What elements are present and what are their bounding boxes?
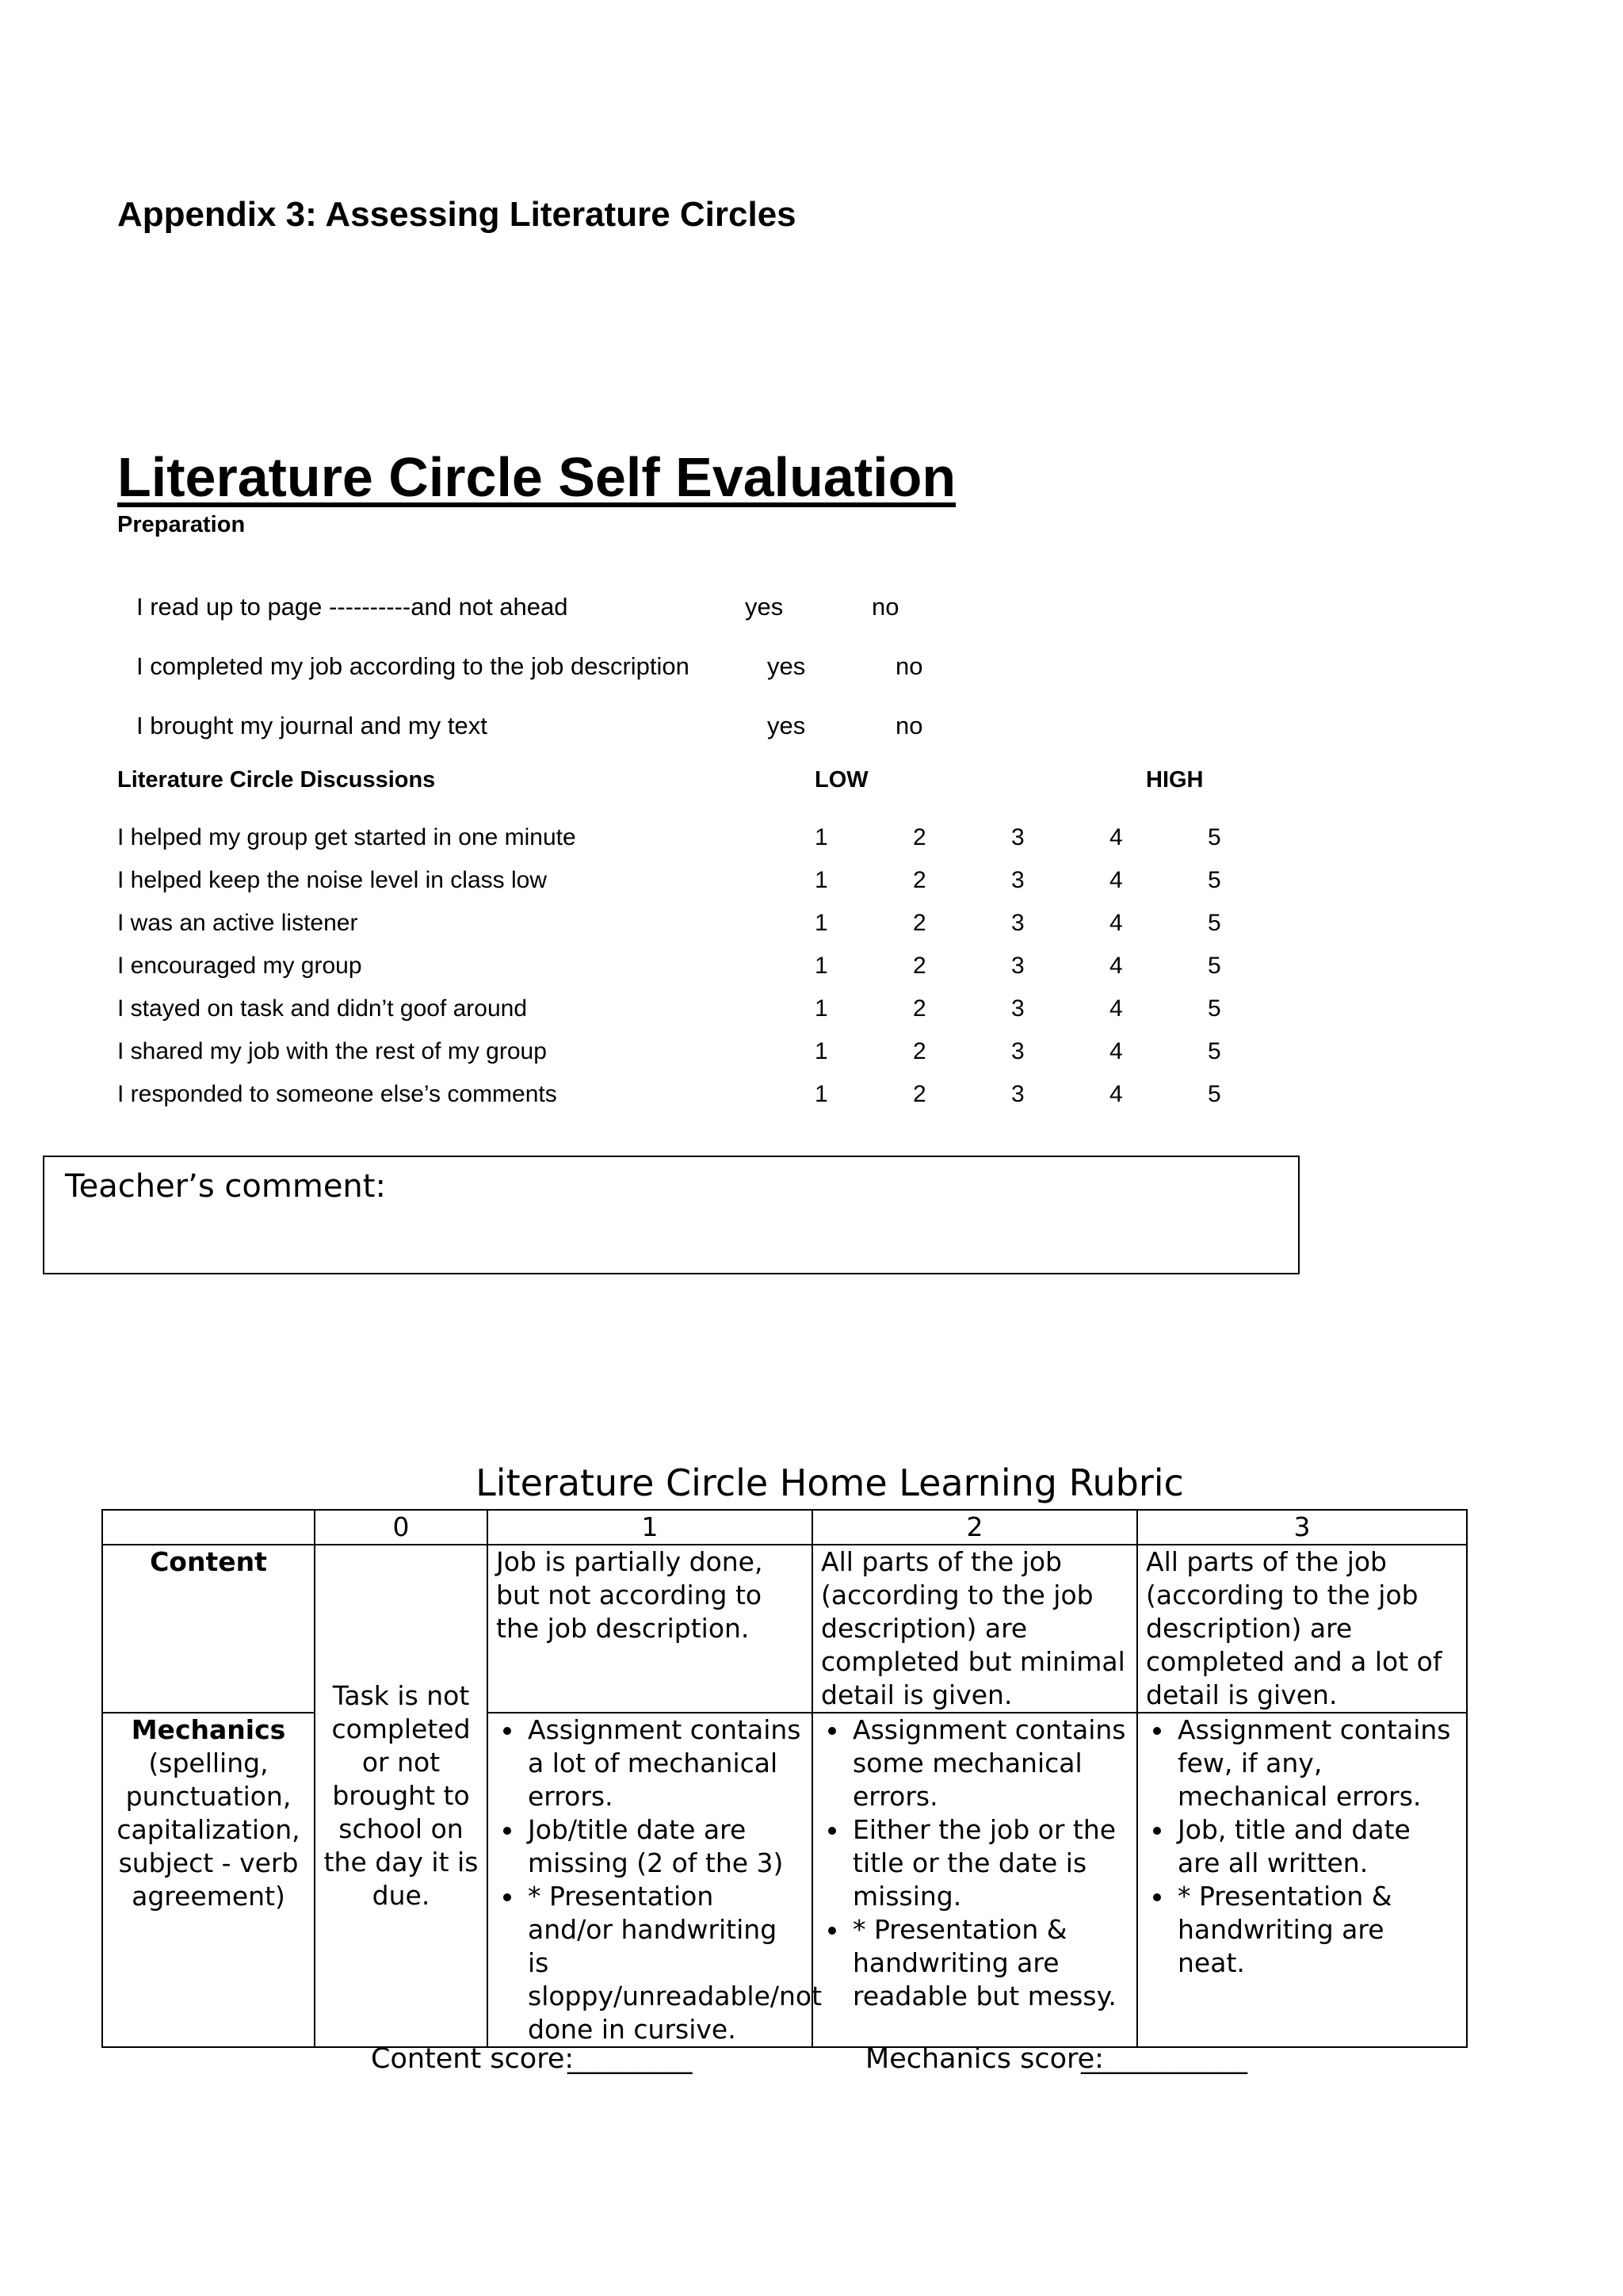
scale-high-label: HIGH — [1146, 767, 1204, 793]
prep-statement-3: I brought my journal and my text — [136, 712, 487, 739]
rubric-header-blank — [102, 1510, 315, 1545]
rating-statement-1: I helped my group get started in one minute — [117, 824, 576, 850]
rating-option[interactable]: 3 — [1011, 953, 1025, 979]
discussions-heading: Literature Circle Discussions — [117, 767, 436, 793]
rubric-mech-1-item: • * Presentation and/or handwriting is sloppy/unreadable/not done in cursive. — [525, 1880, 804, 2046]
rating-statement-6: I shared my job with the rest of my group — [117, 1038, 547, 1064]
rating-option[interactable]: 2 — [913, 995, 926, 1022]
rating-option[interactable]: 1 — [815, 953, 828, 979]
rating-option[interactable]: 3 — [1011, 867, 1025, 893]
prep-yes-1[interactable]: yes — [745, 593, 784, 621]
rubric-header-0: 0 — [315, 1510, 487, 1545]
rating-option[interactable]: 5 — [1208, 824, 1221, 850]
prep-no-3[interactable]: no — [896, 712, 923, 739]
content-score-label: Content score: — [371, 2043, 575, 2075]
rubric-content-1: Job is partially done, but not according to the job description. — [487, 1545, 812, 1713]
rubric-zero-cell — [315, 1545, 487, 2047]
rubric-title — [0, 1461, 1623, 1504]
rating-option[interactable]: 2 — [913, 910, 926, 936]
teacher-comment-box[interactable] — [43, 1156, 1300, 1274]
rating-statement-7: I responded to someone else’s comments — [117, 1081, 557, 1107]
prep-statement-2: I completed my job according to the job description — [136, 652, 689, 680]
rating-option[interactable]: 5 — [1208, 867, 1221, 893]
rubric-mech-2-item: • Either the job or the title or the date is missing. — [850, 1813, 1128, 1913]
content-score-blank[interactable]: _________ — [567, 2043, 693, 2075]
rating-option[interactable]: 5 — [1208, 1081, 1221, 1107]
rating-option[interactable]: 4 — [1109, 995, 1123, 1022]
rating-option[interactable]: 4 — [1109, 1038, 1123, 1064]
rubric-mechanics-3 — [1137, 1713, 1467, 2047]
rubric-content-row — [102, 1545, 1467, 1713]
rating-option[interactable]: 3 — [1011, 1038, 1025, 1064]
mechanics-score-blank[interactable]: ____________ — [1081, 2043, 1247, 2075]
rating-option[interactable]: 2 — [913, 867, 926, 893]
rubric-mech-1-item: • Job/title date are missing (2 of the 3) — [525, 1813, 804, 1880]
rating-statement-3: I was an active listener — [117, 910, 358, 936]
page-title: Literature Circle Self Evaluation — [117, 446, 957, 508]
rubric-content-2: All parts of the job (according to the job description) are completed but minimal detail is given. — [812, 1545, 1137, 1713]
rubric-header-row — [102, 1510, 1467, 1545]
rating-option[interactable]: 4 — [1109, 953, 1123, 979]
rating-option[interactable]: 5 — [1208, 995, 1221, 1022]
rating-statement-4: I encouraged my group — [117, 953, 362, 979]
rubric-mech-3-item: • Job, title and date are all written. — [1174, 1813, 1458, 1880]
rubric-mech-1-item: • Assignment contains a lot of mechanical errors. — [525, 1713, 804, 1813]
rubric-mech-3-item: • Assignment contains few, if any, mechanical errors. — [1174, 1713, 1458, 1813]
prep-yes-2[interactable]: yes — [767, 652, 806, 680]
rubric-header-2: 2 — [812, 1510, 1137, 1545]
rating-option[interactable]: 1 — [815, 995, 828, 1022]
rubric-mechanics-1 — [487, 1713, 823, 2047]
rating-option[interactable]: 5 — [1208, 953, 1221, 979]
rubric-mechanics-2 — [812, 1713, 1137, 2047]
rating-option[interactable]: 1 — [815, 824, 828, 850]
prep-no-1[interactable]: no — [872, 593, 899, 621]
rating-option[interactable]: 2 — [913, 1081, 926, 1107]
teacher-comment-label: Teacher’s comment: — [65, 1168, 386, 1205]
mechanics-score-label: Mechanics score: — [865, 2043, 1104, 2075]
rating-option[interactable]: 3 — [1011, 824, 1025, 850]
appendix-title: Appendix 3: Assessing Literature Circles — [117, 195, 796, 234]
rating-option[interactable]: 2 — [913, 953, 926, 979]
rating-option[interactable]: 5 — [1208, 1038, 1221, 1064]
rubric-mechanics-label-cell — [102, 1713, 315, 2047]
rating-option[interactable]: 1 — [815, 910, 828, 936]
rubric-mech-2-item: • Assignment contains some mechanical errors. — [850, 1713, 1128, 1813]
rubric-header-1: 1 — [487, 1510, 812, 1545]
rubric-header-3: 3 — [1137, 1510, 1467, 1545]
rubric-mech-3-item: • * Presentation & handwriting are neat. — [1174, 1880, 1458, 1980]
rubric-title-text: Literature Circle Home Learning Rubric — [475, 1461, 1184, 1504]
rubric-content-label: Content — [150, 1546, 267, 1577]
rubric-zero-text: Task is not completed or not brought to school on the day it is due. — [323, 1680, 479, 1911]
rating-option[interactable]: 5 — [1208, 910, 1221, 936]
rating-option[interactable]: 1 — [815, 1081, 828, 1107]
rubric-mech-2-item: • * Presentation & handwriting are readable but messy. — [850, 1913, 1128, 2013]
rating-option[interactable]: 3 — [1011, 995, 1025, 1022]
rating-option[interactable]: 3 — [1011, 1081, 1025, 1107]
rubric-content-3: All parts of the job (according to the job description) are completed and a lot of detail is given. — [1137, 1545, 1467, 1713]
rating-statement-5: I stayed on task and didn’t goof around — [117, 995, 528, 1022]
rating-option[interactable]: 1 — [815, 867, 828, 893]
rating-option[interactable]: 4 — [1109, 867, 1123, 893]
rating-option[interactable]: 4 — [1109, 824, 1123, 850]
rating-option[interactable]: 2 — [913, 824, 926, 850]
prep-statement-1: I read up to page ----------and not ahead — [136, 593, 568, 621]
rating-option[interactable]: 2 — [913, 1038, 926, 1064]
prep-no-2[interactable]: no — [896, 652, 923, 680]
prep-yes-3[interactable]: yes — [767, 712, 806, 739]
rating-option[interactable]: 4 — [1109, 1081, 1123, 1107]
scale-low-label: LOW — [815, 767, 869, 793]
rating-option[interactable]: 3 — [1011, 910, 1025, 936]
rating-statement-2: I helped keep the noise level in class low — [117, 867, 547, 893]
rating-option[interactable]: 4 — [1109, 910, 1123, 936]
rubric-table — [101, 1509, 1468, 2048]
rubric-mechanics-detail: (spelling, punctuation, capitalization, subject - verb agreement) — [116, 1748, 300, 1912]
rubric-mechanics-label: Mechanics — [131, 1714, 286, 1745]
rubric-mechanics-row — [102, 1713, 1467, 2047]
rubric-content-label-cell — [102, 1545, 315, 1713]
rating-option[interactable]: 1 — [815, 1038, 828, 1064]
preparation-heading: Preparation — [117, 512, 246, 537]
